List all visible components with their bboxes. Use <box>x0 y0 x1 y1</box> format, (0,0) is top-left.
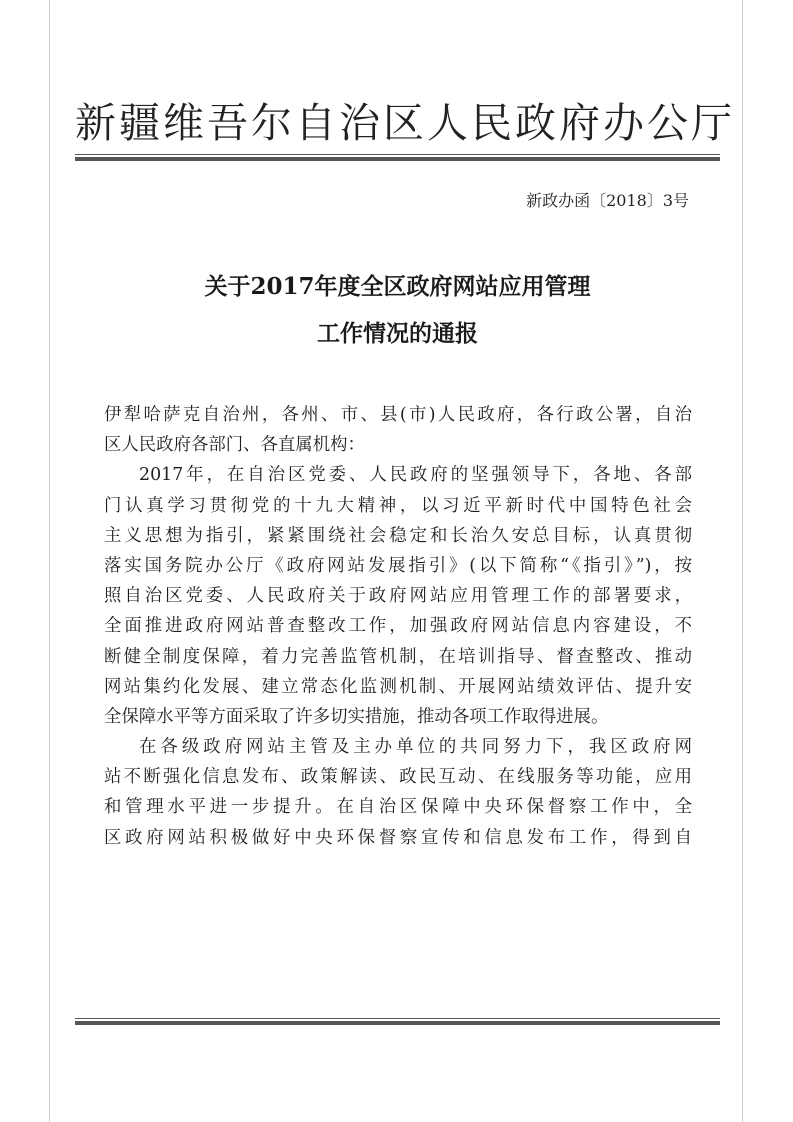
paragraph-1-line: 落实国务院办公厅《政府网站发展指引》(以下简称“《指引》”)，按 <box>104 555 692 576</box>
paragraph-1-line: 全面推进政府网站普查整改工作，加强政府网站信息内容建设，不 <box>104 616 692 637</box>
addressee-line: 区人民政府各部门、各直属机构： <box>104 435 365 456</box>
paragraph-2-line: 区政府网站积极做好中央环保督察宣传和信息发布工作，得到自 <box>104 827 692 848</box>
paragraph-1-line: 主义思想为指引，紧紧围绕社会稳定和长治久安总目标，认真贯彻 <box>104 525 692 546</box>
paragraph-1-line: 全保障水平等方面采取了许多切实措施，推动各项工作取得进展。 <box>104 706 609 727</box>
header-double-rule <box>75 154 720 161</box>
paragraph-1-line: 网站集约化发展、建立常态化监测机制、开展网站绩效评估、提升安 <box>104 676 692 697</box>
document-title-line-2: 工作情况的通报 <box>317 320 478 347</box>
left-margin-line <box>49 0 50 1122</box>
footer-double-rule <box>75 1018 720 1025</box>
document-body <box>104 400 692 853</box>
addressee-line: 伊犁哈萨克自治州，各州、市、县(市)人民政府，各行政公署，自治 <box>104 405 692 425</box>
issuing-office-header: 新疆维吾尔自治区人民政府办公厅 <box>75 99 735 147</box>
paragraph-2-line: 和管理水平进一步提升。在自治区保障中央环保督察工作中，全 <box>104 797 692 818</box>
paragraph-1-line: 断健全制度保障，着力完善监管机制，在培训指导、督查整改、推动 <box>104 646 692 667</box>
right-margin-line <box>742 0 743 1122</box>
paragraph-1-line: 照自治区党委、人民政府关于政府网站应用管理工作的部署要求， <box>104 586 692 607</box>
document-number: 新政办函〔2018〕3号 <box>526 191 689 210</box>
paragraph-1-line: 门认真学习贯彻党的十九大精神，以习近平新时代中国特色社会 <box>104 495 692 516</box>
paragraph-1-line: 2017年，在自治区党委、人民政府的坚强领导下，各地、各部 <box>139 465 692 486</box>
paragraph-2-line: 在各级政府网站主管及主办单位的共同努力下，我区政府网 <box>139 737 692 758</box>
paragraph-2-line: 站不断强化信息发布、政策解读、政民互动、在线服务等功能，应用 <box>104 767 692 788</box>
document-title-line-1: 关于2017年度全区政府网站应用管理 <box>204 273 591 300</box>
